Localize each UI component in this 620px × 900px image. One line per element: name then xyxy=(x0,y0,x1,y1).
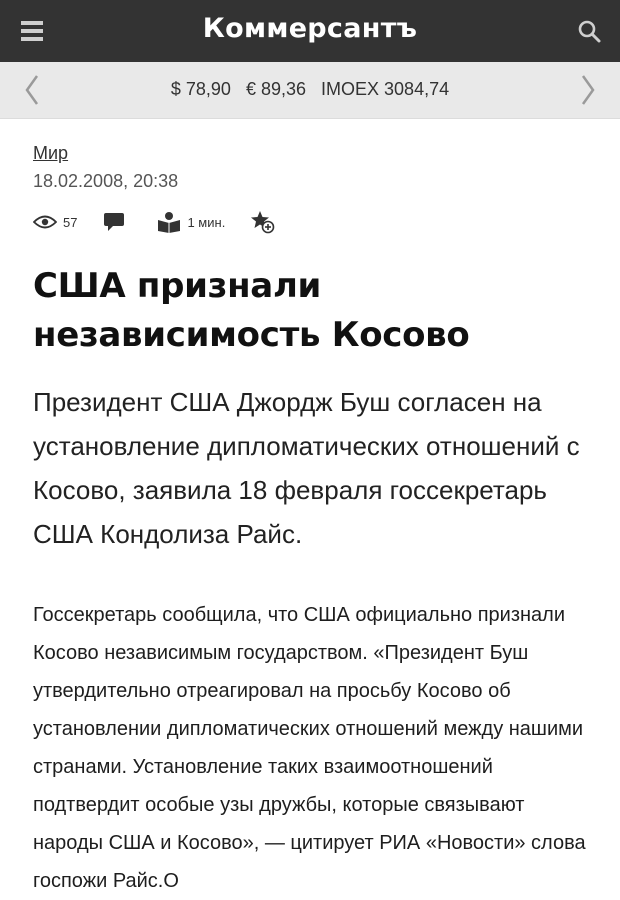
eur-rate[interactable]: € 89,36 xyxy=(245,79,307,99)
site-header xyxy=(0,0,620,62)
views-count: 57 xyxy=(63,214,78,230)
eye-icon xyxy=(33,215,57,229)
chevron-right-icon[interactable] xyxy=(576,72,600,108)
read-time xyxy=(157,211,225,233)
publish-date: 18.02.2008, 20:38 xyxy=(33,171,179,191)
site-logo[interactable]: Коммерсантъ xyxy=(202,13,418,44)
currency-ticker xyxy=(0,62,620,119)
article xyxy=(0,119,620,900)
reader-icon xyxy=(157,211,181,233)
ticker-values xyxy=(0,79,620,100)
article-body: Госсекретарь сообщила, что США официально признали Косово независимым государством. «Президент Буш утвердительно отреагировал на просьбу Косово об установлении дипломатических отношений между нашими странами. Установление таких взаимоотношений подтвердит особые узы дружбы, которые связывают народы США и Косово», — цитирует РИА «Новости» слова госпожи Райс.О xyxy=(33,604,586,892)
comment-icon xyxy=(103,212,125,232)
article-title: США признали независимость Косово xyxy=(33,266,470,355)
article-lead: Президент США Джордж Буш согласен на установление дипломатических отношений с Косово, заявила 18 февраля госсекретарь США Кондолиза Райс. xyxy=(33,387,580,549)
usd-rate[interactable]: $ 78,90 xyxy=(170,79,231,99)
star-plus-icon xyxy=(251,210,275,234)
imoex-index[interactable]: IMOEX 3084,74 xyxy=(321,79,450,99)
article-meta xyxy=(33,208,587,236)
read-time-label: 1 мин. xyxy=(187,214,226,230)
rubric-link[interactable]: Мир xyxy=(33,143,69,163)
bookmark-button[interactable] xyxy=(251,210,281,234)
views-counter xyxy=(33,215,77,230)
search-icon[interactable] xyxy=(576,18,602,44)
comments-button[interactable] xyxy=(103,212,131,232)
